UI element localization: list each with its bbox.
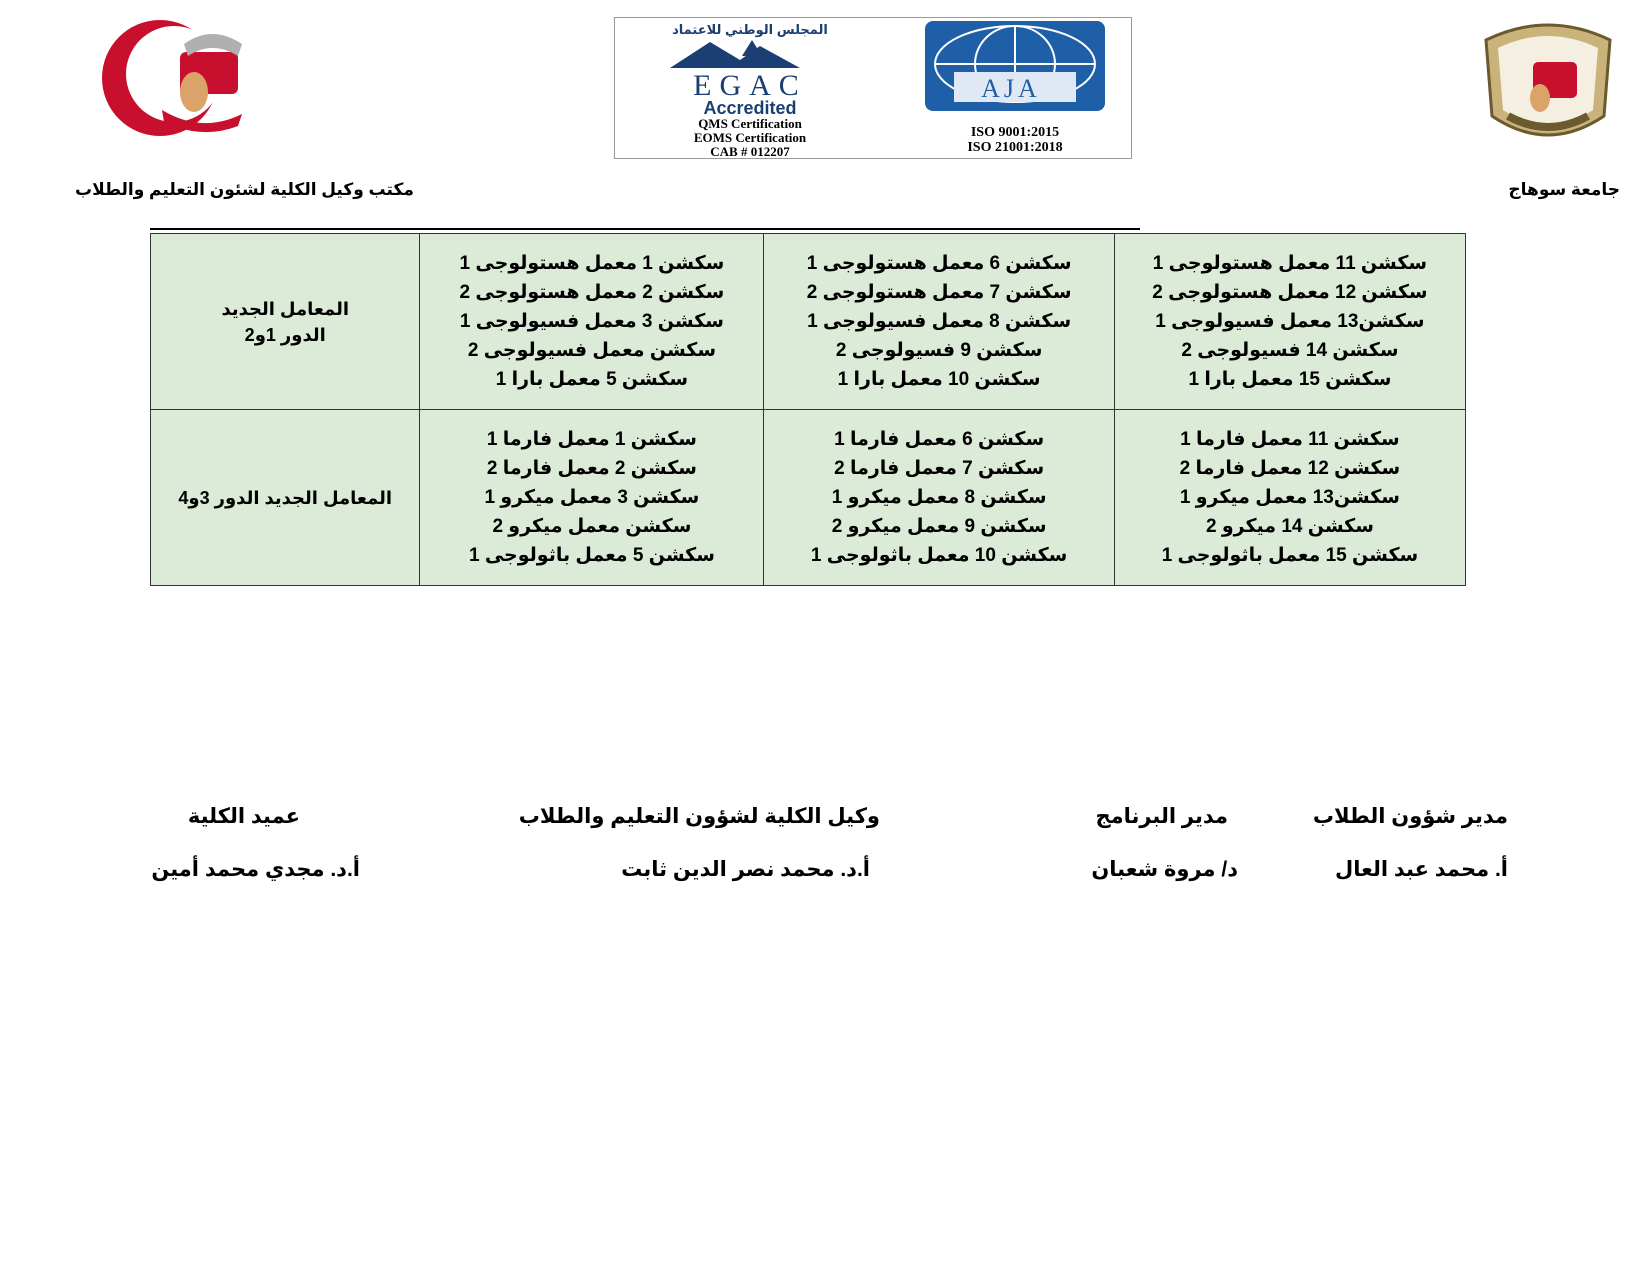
egac-accredited: Accredited — [703, 98, 797, 118]
vice-dean-title: وكيل الكلية لشؤون التعليم والطلاب — [518, 805, 880, 828]
faculty-of-medicine-logo — [92, 14, 262, 139]
section-line: سكشن 6 معمل فارما 1 — [834, 429, 1045, 450]
section-line: سكشن 10 معمل باثولوجى 1 — [810, 545, 1068, 566]
office-name: مكتب وكيل الكلية لشئون التعليم والطلاب — [75, 180, 414, 199]
section-line: سكشن13 معمل ميكرو 1 — [1179, 487, 1400, 508]
section-line: سكشن معمل ميكرو 2 — [492, 516, 692, 537]
section-line: سكشن 14 فسيولوجى 2 — [1181, 340, 1399, 361]
aja-logo — [920, 20, 1110, 154]
section-line: سكشن 10 معمل بارا 1 — [837, 369, 1041, 390]
section-line: سكشن 7 معمل هستولوجى 2 — [806, 282, 1072, 303]
section-line: سكشن 5 معمل بارا 1 — [495, 369, 689, 390]
lab-sections-table — [150, 233, 1466, 586]
section-line: سكشن 15 معمل بارا 1 — [1188, 369, 1392, 390]
location-cell — [151, 410, 420, 586]
section-line: سكشن 8 معمل فسيولوجى 1 — [807, 311, 1072, 332]
dean-name: أ.د. مجدي محمد أمين — [151, 858, 360, 881]
egac-line-qms: QMS Certification — [698, 116, 802, 131]
sohag-university-seal — [1478, 18, 1618, 148]
header-divider — [150, 228, 1140, 230]
location-line: الدور 1و2 — [244, 324, 326, 345]
location-line: المعامل الجديد الدور 3و4 — [178, 487, 393, 508]
section-line: سكشن 6 معمل هستولوجى 1 — [806, 253, 1072, 274]
university-name: جامعة سوهاج — [1508, 180, 1620, 199]
program-director-title: مدير البرنامج — [1095, 805, 1228, 828]
section-line: سكشن 9 فسيولوجى 2 — [835, 340, 1043, 361]
section-line: سكشن13 معمل فسيولوجى 1 — [1155, 311, 1425, 332]
section-line: سكشن 2 معمل هستولوجى 2 — [459, 282, 725, 303]
table-cell — [1114, 234, 1465, 410]
egac-brand: EGAC — [693, 69, 807, 102]
aja-iso-21001: ISO 21001:2018 — [967, 140, 1063, 155]
vice-dean-name: أ.د. محمد نصر الدين ثابت — [621, 858, 870, 881]
table-row — [151, 410, 1466, 586]
section-line: سكشن 11 معمل فارما 1 — [1180, 429, 1400, 450]
egac-logo — [625, 22, 875, 159]
program-director-name: د/ مروة شعبان — [1091, 858, 1238, 881]
table-cell — [420, 234, 764, 410]
section-line: سكشن 5 معمل باثولوجى 1 — [468, 545, 715, 566]
egac-arabic-text: المجلس الوطني للاعتماد — [672, 22, 828, 37]
section-line: سكشن 12 معمل فارما 2 — [1179, 458, 1401, 479]
table-cell — [764, 410, 1114, 586]
section-line: سكشن 1 معمل فارما 1 — [486, 429, 697, 450]
accreditation-banner — [614, 17, 1132, 159]
section-line: سكشن 14 ميكرو 2 — [1205, 516, 1374, 537]
section-line: سكشن 1 معمل هستولوجى 1 — [459, 253, 725, 274]
section-line: سكشن 8 معمل ميكرو 1 — [831, 487, 1047, 508]
section-line: سكشن معمل فسيولوجى 2 — [467, 340, 717, 361]
section-line: سكشن 12 معمل هستولوجى 2 — [1152, 282, 1428, 303]
table-cell — [420, 410, 764, 586]
mountain-icon — [660, 38, 840, 68]
section-line: سكشن 3 معمل فسيولوجى 1 — [459, 311, 724, 332]
table-cell — [1114, 410, 1465, 586]
section-line: سكشن 9 معمل ميكرو 2 — [831, 516, 1047, 537]
section-line: سكشن 11 معمل هستولوجى 1 — [1152, 253, 1428, 274]
student-affairs-title: مدير شؤون الطلاب — [1312, 805, 1508, 828]
dean-title: عميد الكلية — [187, 805, 300, 828]
section-line: سكشن 15 معمل باثولوجى 1 — [1161, 545, 1419, 566]
aja-brand: AJA — [981, 74, 1041, 103]
section-line: سكشن 7 معمل فارما 2 — [834, 458, 1045, 479]
student-affairs-name: أ. محمد عبد العال — [1335, 858, 1508, 881]
table-row — [151, 234, 1466, 410]
section-line: سكشن 3 معمل ميكرو 1 — [484, 487, 700, 508]
aja-iso-9001: ISO 9001:2015 — [970, 125, 1060, 140]
egac-line-cab: CAB # 012207 — [710, 144, 790, 159]
table-cell — [764, 234, 1114, 410]
location-line: المعامل الجديد — [221, 298, 350, 319]
section-line: سكشن 2 معمل فارما 2 — [486, 458, 697, 479]
location-cell — [151, 234, 420, 410]
egac-line-eoms: EOMS Certification — [693, 130, 807, 145]
